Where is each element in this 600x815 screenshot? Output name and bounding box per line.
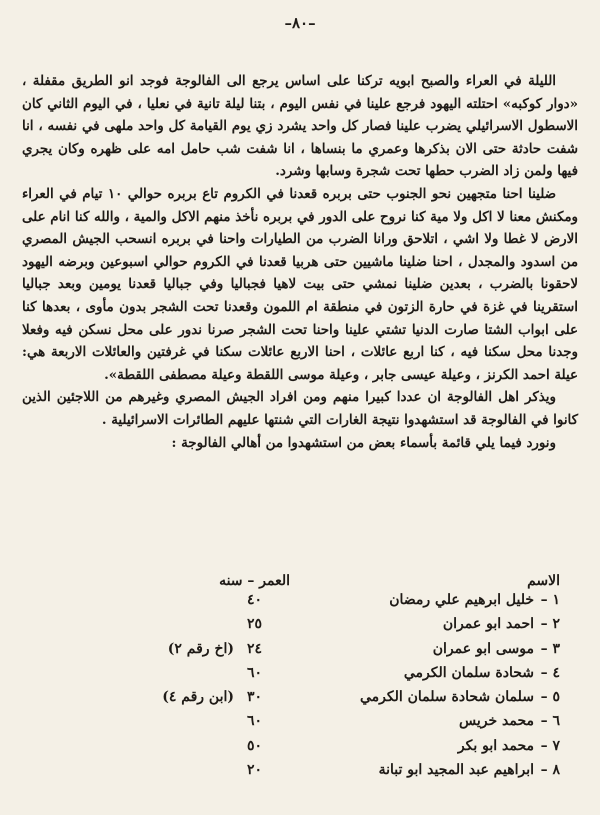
list-item (60, 738, 560, 762)
row-age: ٢٥ (246, 616, 262, 633)
row-age: ٦٠ (246, 713, 262, 730)
list-item (60, 762, 560, 786)
row-number: ٤ – (540, 664, 560, 681)
row-age: ٣٠ (246, 689, 262, 706)
row-name: محمد خريس (459, 713, 534, 730)
row-name: خليل ابرهيم علي رمضان (389, 592, 534, 608)
martyrs-list (60, 592, 560, 786)
row-number: ٨ – (540, 762, 560, 779)
row-name: سلمان شحادة سلمان الكرمي (359, 689, 534, 706)
row-age: ٤٠ (246, 592, 262, 608)
page-number: –٨٠– (284, 14, 316, 32)
body-text (22, 70, 578, 454)
row-age: ٢٠ (246, 762, 262, 779)
column-header-age: العمر – سنه (219, 573, 290, 589)
paragraph-4: ونورد فيما يلي قائمة بأسماء بعض من استشهدوا من أهالي الفالوجة : (171, 434, 556, 451)
row-name: موسى ابو عمران (432, 640, 534, 657)
list-item (60, 616, 560, 640)
row-name: ابراهيم عبد المجيد ابو تبانة (378, 762, 534, 779)
paragraph-2: ضلينا احنا متجهين نحو الجنوب حتى بربره قعدنا في الكروم تاع بربره حوالي ١٠ تيام في العراء ومكنش معنا لا اكل ولا مية كنا نروح على الدور في بربره نأخذ منهم الاكل والمية ، والله كنا انام على الارض لا غطا ولا اشي ، اتلاحق ورانا الضرب من الطيارات واحنا في بربره انسحب الجيش المصري من اسدود والمجدل ، احنا ضلينا ماشيين حتى هربيا قعدنا في الكروم حوالي اسبوعين وبرضه اليهود لاحقونا بالضرب ، بعدين ضلينا نمشي حتى بيت لاهيا فجباليا وفي جباليا قعدنا يومين وبعد جباليا استقرينا في غزة في حارة الزتون في منطقة ام اللمون وقعدنا تحت الشجر بدون مأوى ، بعدها كنا على ابواب الشتا صارت الدنيا تشتي علينا واحنا تحت الشجر صرنا ندور على محل نسكن فيه وفعلا وجدنا محل سكنا فيه ، كنا اربع عائلات ، احنا الاربع عائلات سكنا في غرفتين والعائلات الاربعة هي: عيلة احمد الكرنز ، وعيلة عيسى جابر ، وعيلة موسى اللقطة وعيلة مصطفى اللقطة». (22, 185, 578, 383)
row-number: ٥ – (540, 689, 560, 706)
row-name: احمد ابو عمران (442, 616, 534, 633)
row-number: ٢ – (540, 616, 560, 633)
row-age: ٥٠ (246, 737, 262, 754)
row-note: (ابن رقم ٤) (162, 689, 234, 706)
list-item (60, 592, 560, 616)
list-item (60, 641, 560, 665)
column-header-name: الاسم (527, 573, 560, 589)
row-name: شحادة سلمان الكرمي (403, 664, 534, 681)
row-number: ٧ – (540, 737, 560, 754)
row-note: (اخ رقم ٢) (167, 640, 234, 657)
paragraph-3: ويذكر اهل الفالوجة ان عددا كبيرا منهم ومن افراد الجيش المصري وغيرهم من اللاجئين الذين كانوا في الفالوجة قد استشهدوا نتيجة الغارات التي شنتها عليهم الطائرات الاسرائيلية . (22, 389, 578, 428)
row-age: ٦٠ (246, 664, 262, 681)
list-item (60, 665, 560, 689)
paragraph-1: الليلة في العراء والصبح ابويه تركنا على اساس يرجع الى الفالوجة فوجد انو الطريق مقفلة ، «دوار كوكبه» احتلته اليهود فرجع علينا في نفس اليوم ، بتنا ليلة تانية في نعليا ، في اليوم الثاني كان الاسطول الاسرائيلي يضرب علينا فصار كل واحد يشرد زي يوم القيامة كل واحد ملهى في نفسه ، انا شفت حادثة حتى الان بذكرها وعمري ما بنساها ، انا شفت شب حامل امه على ظهره وكان يجري فيها ولمن زاد الضرب حطها تحت شجرة وسابها وشرد. (22, 73, 578, 180)
row-number: ١ – (540, 592, 560, 608)
row-age: ٢٤ (246, 640, 262, 657)
list-item (60, 689, 560, 713)
row-number: ٦ – (540, 713, 560, 730)
row-name: محمد ابو بكر (457, 737, 534, 754)
row-number: ٣ – (540, 640, 560, 657)
list-item (60, 713, 560, 737)
